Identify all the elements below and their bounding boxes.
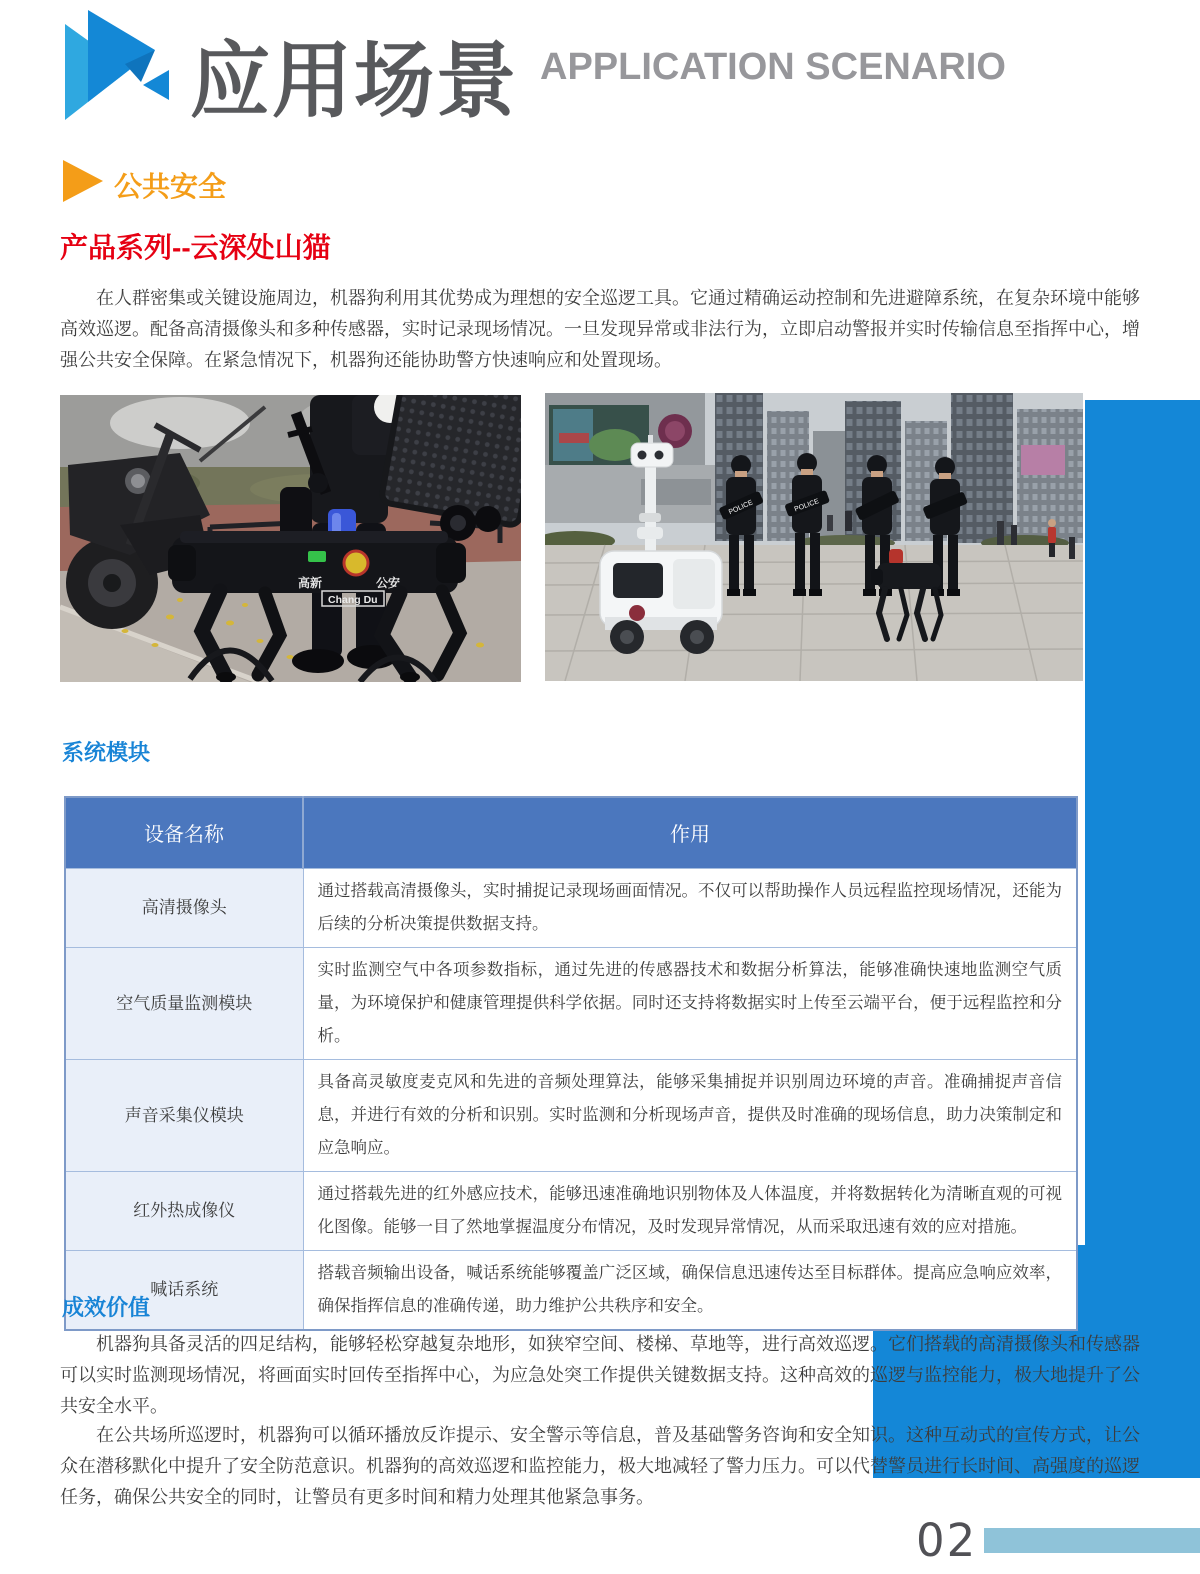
table-row bbox=[65, 1059, 1077, 1171]
product-series-heading: 产品系列--云深处山猫 bbox=[60, 232, 331, 263]
table-row bbox=[65, 947, 1077, 1059]
device-desc: 通过搭载先进的红外感应技术，能够迅速准确地识别物体及人体温度，并将数据转化为清晰直观的可视化图像。能够一目了然地掌握温度分布情况，及时发现异常情况，从而采取迅速有效的应对措施。 bbox=[303, 1171, 1077, 1250]
page-title: 应用场景 bbox=[190, 34, 518, 128]
side-band-top bbox=[1085, 400, 1200, 1245]
value-paragraph-1: 机器狗具备灵活的四足结构，能够轻松穿越复杂地形，如狭窄空间、楼梯、草地等，进行高效巡逻。它们搭载的高清摄像头和传感器可以实时监测现场情况，将画面实时回传至指挥中心，为应急处突工作提供关键数据支持。这种高效的巡逻与监控能力，极大地提升了公共安全水平。 bbox=[60, 1334, 1140, 1416]
table-row bbox=[65, 1171, 1077, 1250]
table-header-row bbox=[65, 797, 1077, 868]
device-desc: 搭载音频输出设备，喊话系统能够覆盖广泛区域，确保信息迅速传达至目标群体。提高应急响应效率，确保指挥信息的准确传递，助力维护公共秩序和安全。 bbox=[303, 1250, 1077, 1330]
device-name: 喊话系统 bbox=[65, 1250, 303, 1330]
modules-heading: 系统模块 bbox=[62, 740, 151, 765]
column-header-device: 设备名称 bbox=[65, 797, 303, 868]
section-arrow-icon bbox=[63, 160, 103, 202]
page-subtitle: APPLICATION SCENARIO bbox=[540, 46, 1006, 88]
device-desc: 通过搭载高清摄像头，实时捕捉记录现场画面情况。不仅可以帮助操作人员远程监控现场情况，还能为后续的分析决策提供数据支持。 bbox=[303, 868, 1077, 947]
intro-paragraph: 在人群密集或关键设施周边，机器狗利用其优势成为理想的安全巡逻工具。它通过精确运动控制和先进避障系统，在复杂环境中能够高效巡逻。配备高清摄像头和多种传感器，实时记录现场情况。一旦发现异常或非法行为，立即启动警报并实时传输信息至指挥中心，增强公共安全保障。在紧急情况下，机器狗还能协助警方快速响应和处置现场。 bbox=[60, 288, 1140, 370]
device-name: 空气质量监测模块 bbox=[65, 947, 303, 1059]
table-row bbox=[65, 1250, 1077, 1330]
robot-dog-label-1: 高新 bbox=[298, 576, 323, 590]
device-desc: 具备高灵敏度麦克风和先进的音频处理算法，能够采集捕捉并识别周边环境的声音。准确捕捉声音信息，并进行有效的分析和识别。实时监测和分析现场声音，提供及时准确的现场信息，助力决策制定和应急响应。 bbox=[303, 1059, 1077, 1171]
page-number: 02 bbox=[916, 1514, 978, 1567]
section-label: 公共安全 bbox=[114, 171, 227, 202]
photo-plaza-patrol bbox=[545, 393, 1083, 681]
footer-bar bbox=[984, 1528, 1200, 1553]
photo-robot-dog-street bbox=[60, 395, 521, 682]
logo-triangles-icon bbox=[55, 6, 177, 124]
device-name: 高清摄像头 bbox=[65, 868, 303, 947]
column-header-function: 作用 bbox=[303, 797, 1077, 868]
modules-table bbox=[64, 796, 1078, 1331]
device-desc: 实时监测空气中各项参数指标，通过先进的传感器技术和数据分析算法，能够准确快速地监测空气质量，为环境保护和健康管理提供科学依据。同时还支持将数据实时上传至云端平台，便于远程监控和分析。 bbox=[303, 947, 1077, 1059]
robot-dog-label-2: 公安 bbox=[376, 576, 401, 590]
value-paragraph-2: 在公共场所巡逻时，机器狗可以循环播放反诈提示、安全警示等信息，普及基础警务咨询和安全知识。这种互动式的宣传方式，让公众在潜移默化中提升了安全防范意识。机器狗的高效巡逻和监控能力，极大地减轻了警力压力。可以代替警员进行长时间、高强度的巡逻任务，确保公共安全的同时，让警员有更多时间和精力处理其他紧急事务。 bbox=[60, 1425, 1140, 1507]
device-name: 红外热成像仪 bbox=[65, 1171, 303, 1250]
robot-dog-label-3: Chang Du bbox=[328, 594, 378, 606]
device-name: 声音采集仪模块 bbox=[65, 1059, 303, 1171]
value-heading: 成效价值 bbox=[62, 1295, 151, 1320]
police-banner-text: POLICE bbox=[727, 499, 755, 517]
police-banner-text: POLICE bbox=[793, 498, 821, 514]
table-row bbox=[65, 868, 1077, 947]
